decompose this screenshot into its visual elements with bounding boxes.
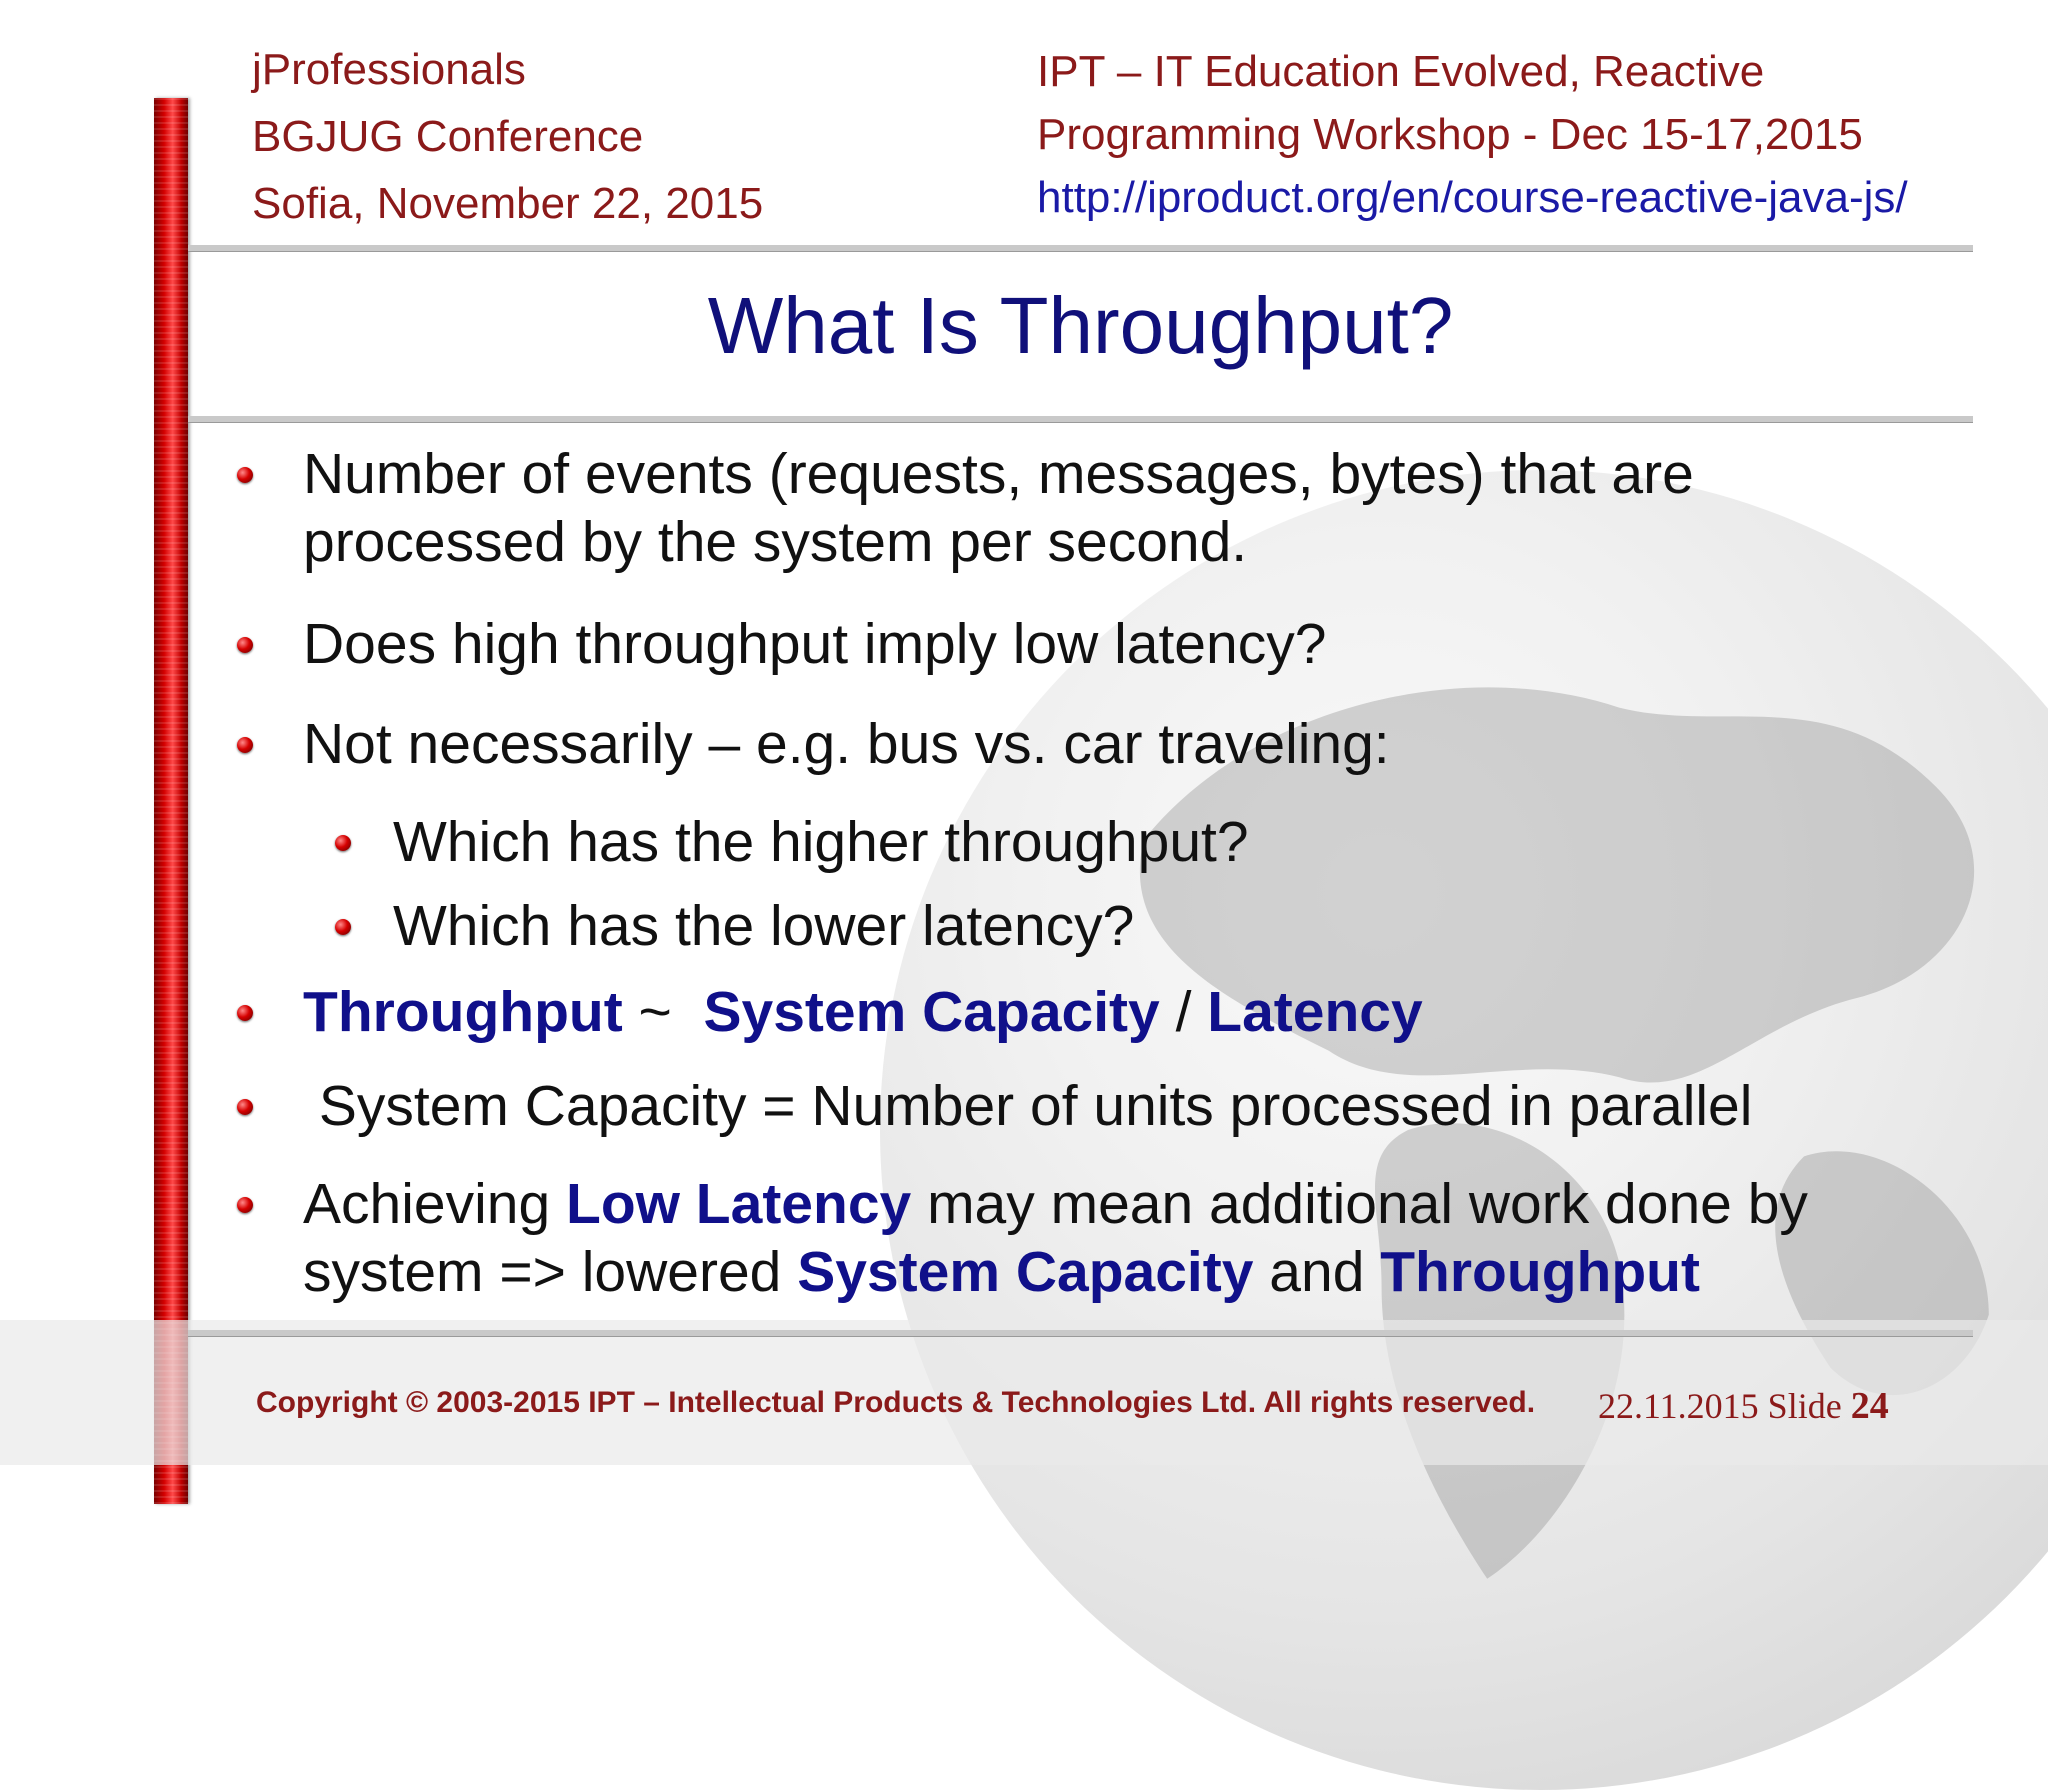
bullet-text: may mean additional work done by	[911, 1172, 1808, 1236]
bullet-item	[237, 610, 1326, 678]
bullet-icon	[237, 1005, 253, 1021]
header-org-name: jProfessionals	[252, 45, 526, 94]
sub-bullet-item	[335, 892, 1134, 960]
bullet-text: Does high throughput imply low latency?	[303, 612, 1327, 676]
bullet-item	[237, 440, 1694, 576]
bullet-text: and	[1253, 1240, 1381, 1304]
header-workshop-line2: Programming Workshop - Dec 15-17,2015	[1037, 110, 1863, 159]
bullet-icon	[237, 1099, 253, 1115]
formula-throughput: Throughput	[303, 980, 623, 1044]
formula-latency: Latency	[1207, 980, 1423, 1044]
header-divider	[188, 245, 1973, 252]
header-event-date: Sofia, November 22, 2015	[252, 179, 764, 228]
bullet-icon	[335, 919, 351, 935]
footer-divider	[188, 1330, 1973, 1337]
bullet-icon	[237, 1197, 253, 1213]
footer-copyright: Copyright © 2003-2015 IPT – Intellectual Products & Technologies Ltd. All rights reserved.	[256, 1386, 1536, 1419]
title-divider	[188, 416, 1973, 423]
footer-slide-number: 24	[1850, 1385, 1889, 1427]
bullet-text: System Capacity = Number of units processed in parallel	[303, 1074, 1753, 1138]
sub-bullet-item	[335, 808, 1249, 876]
bullet-item	[237, 710, 1390, 778]
bullet-icon	[335, 835, 351, 851]
bullet-icon	[237, 737, 253, 753]
header-left	[252, 36, 763, 237]
header-right	[1037, 40, 1908, 229]
bullet-item	[237, 978, 1423, 1046]
slide-title: What Is Throughput?	[707, 281, 1454, 370]
bullet-text: Achieving	[303, 1172, 566, 1236]
formula-operator: /	[1159, 980, 1208, 1044]
bullet-text: Number of events (requests, messages, bytes) that are	[303, 442, 1694, 506]
footer-slide-label: Slide	[1767, 1386, 1842, 1426]
footer-date: 22.11.2015	[1598, 1386, 1759, 1426]
formula-operator: ~	[622, 980, 704, 1044]
bullet-text: Which has the higher throughput?	[393, 810, 1249, 874]
bullet-text: Not necessarily – e.g. bus vs. car traveling:	[303, 712, 1390, 776]
emphasis-throughput: Throughput	[1380, 1240, 1700, 1304]
header-event-name: BGJUG Conference	[252, 112, 644, 161]
formula-capacity: System Capacity	[703, 980, 1160, 1044]
header-workshop-line1: IPT – IT Education Evolved, Reactive	[1037, 47, 1765, 96]
emphasis-low-latency: Low Latency	[566, 1172, 912, 1236]
bullet-item	[237, 1072, 1752, 1140]
emphasis-system-capacity: System Capacity	[797, 1240, 1254, 1304]
footer-slide-info	[1598, 1384, 1889, 1428]
left-accent-bar	[154, 98, 188, 1504]
header-course-link[interactable]: http://iproduct.org/en/course-reactive-java-js/	[1037, 173, 1908, 222]
bullet-text: processed by the system per second.	[303, 510, 1248, 574]
bullet-text: system => lowered	[303, 1240, 798, 1304]
bullet-text: Which has the lower latency?	[393, 894, 1135, 958]
bullet-icon	[237, 637, 253, 653]
bullet-icon	[237, 467, 253, 483]
bullet-item	[237, 1170, 1808, 1306]
